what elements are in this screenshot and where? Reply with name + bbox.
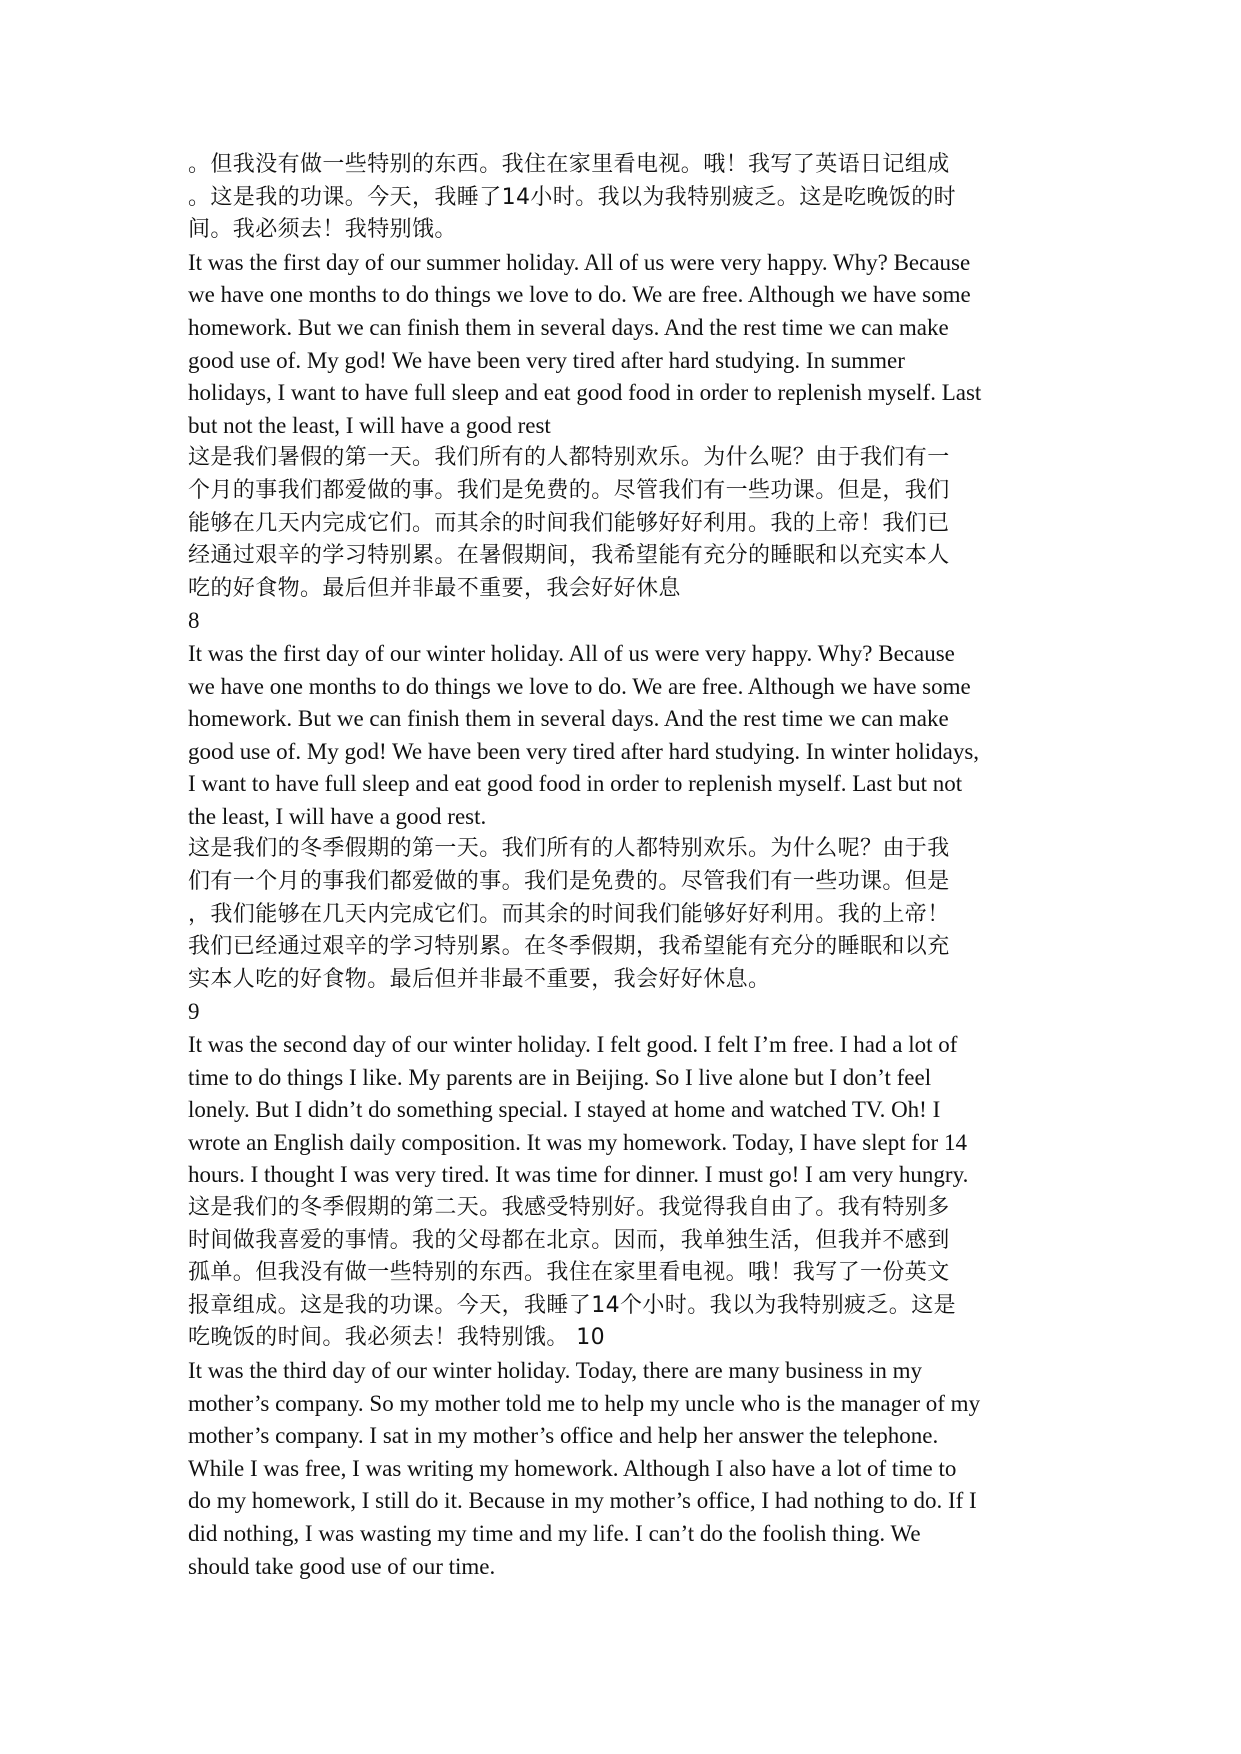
chinese-text-line: 这是我们暑假的第一天。我们所有的人都特别欢乐。为什么呢？由于我们有一: [188, 445, 950, 471]
english-text-line: hours. I thought I was very tired. It was time for dinner. I must go! I am very hungry.: [188, 1162, 969, 1188]
english-text-line: lonely. But I didn’t do something special. I stayed at home and watched TV. Oh! I: [188, 1097, 941, 1123]
english-text-line: did nothing, I was wasting my time and my life. I can’t do the foolish thing. We: [188, 1520, 921, 1546]
english-text-line: should take good use of our time.: [188, 1553, 496, 1579]
english-text-line: It was the first day of our summer holiday. All of us were very happy. Why? Because: [188, 249, 971, 275]
chinese-text-line: 个月的事我们都爱做的事。我们是免费的。尽管我们有一些功课。但是，我们: [188, 477, 950, 503]
english-text-line: do my homework, I still do it. Because in my mother’s office, I had nothing to do. If I: [188, 1488, 977, 1514]
english-text-line: wrote an English daily composition. It was my homework. Today, I have slept for 14: [188, 1129, 967, 1155]
english-text-line: but not the least, I will have a good rest: [188, 412, 551, 438]
chinese-text-line: 这是我们的冬季假期的第二天。我感受特别好。我觉得我自由了。我有特别多: [188, 1195, 950, 1220]
english-text-line: we have one months to do things we love to do. We are free. Although we have some: [188, 673, 971, 699]
chinese-text-line: 实本人吃的好食物。最后但并非最不重要，我会好好休息。: [188, 966, 771, 992]
english-text-line: While I was free, I was writing my homework. Although I also have a lot of time to: [188, 1455, 957, 1481]
english-text-line: mother’s company. I sat in my mother’s office and help her answer the telephone.: [188, 1423, 939, 1449]
english-text-line: It was the second day of our winter holiday. I felt good. I felt I’m free. I had a lot of: [188, 1032, 958, 1058]
chinese-text-line: 们有一个月的事我们都爱做的事。我们是免费的。尽管我们有一些功课。但是: [188, 869, 950, 895]
english-text-line: time to do things I like. My parents are in Beijing. So I live alone but I don’t feel: [188, 1064, 932, 1090]
document-body: [188, 149, 1068, 1583]
english-text-line: we have one months to do things we love to do. We are free. Although we have some: [188, 282, 971, 308]
english-text-line: homework. But we can finish them in several days. And the rest time we can make: [188, 314, 949, 340]
chinese-text-line: 。这是我的功课。今天，我睡了14小时。我以为我特别疲乏。这是吃晚饭的时: [188, 184, 956, 210]
english-text-line: It was the third day of our winter holiday. Today, there are many business in my: [188, 1357, 923, 1383]
document-page: [188, 149, 1068, 1583]
chinese-text-line: 这是我们的冬季假期的第一天。我们所有的人都特别欢乐。为什么呢？由于我: [188, 836, 950, 862]
english-text-line: 9: [188, 999, 200, 1025]
english-text-line: 8: [188, 608, 200, 634]
english-text-line: holidays, I want to have full sleep and eat good food in order to replenish myself. Last: [188, 380, 982, 406]
chinese-text-line: 吃的好食物。最后但并非最不重要，我会好好休息: [188, 575, 681, 601]
english-text-line: good use of. My god! We have been very tired after hard studying. In summer: [188, 347, 905, 373]
chinese-text-line: 间。我必须去！我特别饿。: [188, 217, 457, 243]
english-text-line: homework. But we can finish them in several days. And the rest time we can make: [188, 706, 949, 732]
chinese-text-line: 孤单。但我没有做一些特别的东西。我住在家里看电视。哦！我写了一份英文: [188, 1260, 950, 1286]
chinese-text-line: ，我们能够在几天内完成它们。而其余的时间我们能够好好利用。我的上帝！: [188, 901, 950, 927]
english-text-line: good use of. My god! We have been very tired after hard studying. In winter holidays,: [188, 738, 980, 764]
chinese-text-line: 。但我没有做一些特别的东西。我住在家里看电视。哦！我写了英语日记组成: [188, 152, 950, 177]
chinese-text-line: 我们已经通过艰辛的学习特别累。在冬季假期，我希望能有充分的睡眠和以充: [188, 934, 950, 960]
chinese-text-line: 报章组成。这是我的功课。今天，我睡了14个小时。我以为我特别疲乏。这是: [188, 1292, 956, 1318]
chinese-text-line: 经通过艰辛的学习特别累。在暑假期间，我希望能有充分的睡眠和以充实本人: [188, 543, 950, 569]
chinese-text-line: 能够在几天内完成它们。而其余的时间我们能够好好利用。我的上帝！我们已: [188, 510, 950, 536]
chinese-text-line: 吃晚饭的时间。我必须去！我特别饿。 10: [188, 1325, 605, 1351]
chinese-text-line: 时间做我喜爱的事情。我的父母都在北京。因而，我单独生活，但我并不感到: [188, 1227, 950, 1253]
english-text-line: It was the first day of our winter holiday. All of us were very happy. Why? Because: [188, 640, 955, 666]
english-text-line: mother’s company. So my mother told me to help my uncle who is the manager of my: [188, 1390, 981, 1416]
english-text-line: I want to have full sleep and eat good food in order to replenish myself. Last but not: [188, 771, 963, 797]
english-text-line: the least, I will have a good rest.: [188, 803, 487, 829]
